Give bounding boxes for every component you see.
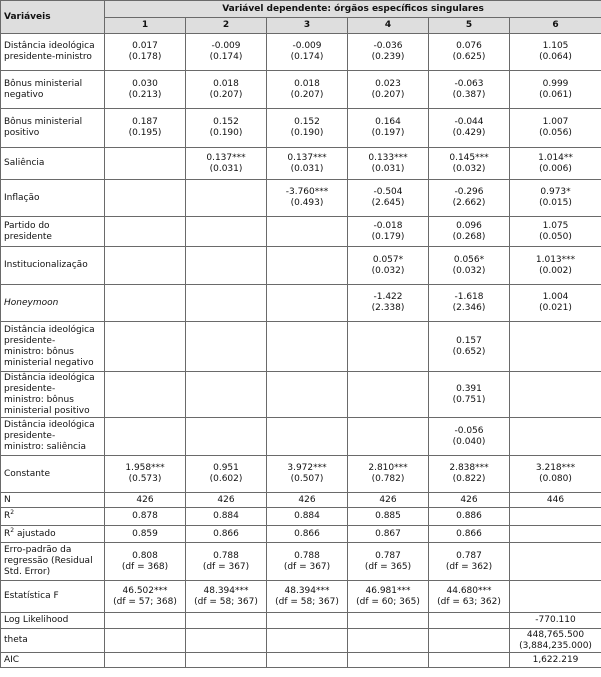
row-label: [1, 109, 105, 148]
table-row: [1, 508, 601, 526]
coefficient-cell: -3.760*** (0.493): [267, 180, 348, 217]
coefficient-cell: 0.999 (0.061): [510, 71, 601, 109]
coefficient-cell: -0.036 (0.239): [348, 34, 429, 71]
row-label: [1, 372, 105, 418]
coefficient-cell: [510, 508, 601, 526]
coefficient-cell: [186, 418, 267, 456]
coefficient-cell: [348, 372, 429, 418]
coefficient-cell: [267, 372, 348, 418]
coefficient-cell: 426: [186, 493, 267, 508]
coefficient-cell: -0.009 (0.174): [186, 34, 267, 71]
model-column-header: 3: [267, 18, 348, 34]
coefficient-cell: [186, 217, 267, 247]
coefficient-cell: 0.145*** (0.032): [429, 148, 510, 180]
coefficient-cell: 1.007 (0.056): [510, 109, 601, 148]
table-row: [1, 613, 601, 629]
coefficient-cell: 0.788 (df = 367): [267, 543, 348, 581]
coefficient-cell: 446: [510, 493, 601, 508]
coefficient-cell: 0.886: [429, 508, 510, 526]
row-label: [1, 629, 105, 653]
row-label: [1, 71, 105, 109]
coefficient-cell: 0.018 (0.207): [186, 71, 267, 109]
model-column-header: 4: [348, 18, 429, 34]
row-label-text: Honeymoon: [4, 297, 59, 308]
coefficient-cell: [348, 322, 429, 372]
row-label: [1, 456, 105, 493]
coefficient-cell: 0.137*** (0.031): [186, 148, 267, 180]
row-label-text: Distância ideológica presidente-ministro: [4, 41, 95, 62]
row-label: [1, 180, 105, 217]
row-label-text: AIC: [4, 654, 20, 665]
row-label-text: Distância ideológica presidente- ministro: saliência: [4, 420, 95, 452]
coefficient-cell: 0.057* (0.032): [348, 247, 429, 285]
coefficient-cell: 0.030 (0.213): [105, 71, 186, 109]
row-label-superscript: 2: [10, 526, 15, 534]
coefficient-cell: 46.502*** (df = 57; 368): [105, 581, 186, 613]
row-label-text: Erro-padrão da regressão (Residual Std. Error): [4, 545, 93, 577]
row-label-text: Distância ideológica presidente- ministro: bônus ministerial negativo: [4, 324, 95, 368]
coefficient-cell: 2.810*** (0.782): [348, 456, 429, 493]
coefficient-cell: 0.096 (0.268): [429, 217, 510, 247]
table-row: [1, 418, 601, 456]
model-column-header: 1: [105, 18, 186, 34]
row-label-suffix: ajustado: [14, 528, 56, 539]
coefficient-cell: [267, 653, 348, 668]
coefficient-cell: [429, 653, 510, 668]
coefficient-cell: [186, 180, 267, 217]
coefficient-cell: 426: [267, 493, 348, 508]
coefficient-cell: 44.680*** (df = 63; 362): [429, 581, 510, 613]
coefficient-cell: 2.838*** (0.822): [429, 456, 510, 493]
table-row: [1, 148, 601, 180]
coefficient-cell: [429, 629, 510, 653]
table-row: [1, 322, 601, 372]
row-label-text: Distância ideológica presidente- ministro: bônus ministerial positivo: [4, 372, 95, 416]
coefficient-cell: [105, 285, 186, 322]
row-label: [1, 285, 105, 322]
coefficient-cell: [510, 526, 601, 543]
row-label-text: theta: [4, 635, 28, 645]
row-label: [1, 526, 105, 543]
table-body: [1, 34, 601, 668]
coefficient-cell: [105, 653, 186, 668]
coefficient-cell: [105, 247, 186, 285]
row-label-text: Inflação: [4, 192, 40, 203]
model-column-header: 2: [186, 18, 267, 34]
coefficient-cell: [348, 653, 429, 668]
table-row: [1, 71, 601, 109]
coefficient-cell: [267, 322, 348, 372]
table-row: [1, 526, 601, 543]
coefficient-cell: -1.618 (2.346): [429, 285, 510, 322]
row-label-text: Log Likelihood: [4, 615, 69, 625]
coefficient-cell: 1.958*** (0.573): [105, 456, 186, 493]
coefficient-cell: [186, 613, 267, 629]
row-label: [1, 581, 105, 613]
coefficient-cell: [186, 285, 267, 322]
coefficient-cell: [348, 629, 429, 653]
row-label: [1, 418, 105, 456]
coefficient-cell: -770.110: [510, 613, 601, 629]
row-label-text: Estatística F: [4, 591, 59, 601]
coefficient-cell: [105, 148, 186, 180]
coefficient-cell: [267, 418, 348, 456]
coefficient-cell: 426: [105, 493, 186, 508]
row-label: [1, 543, 105, 581]
row-label-text: R: [4, 528, 11, 539]
coefficient-cell: 0.018 (0.207): [267, 71, 348, 109]
coefficient-cell: [510, 322, 601, 372]
table-row: [1, 247, 601, 285]
coefficient-cell: 0.885: [348, 508, 429, 526]
coefficient-cell: 0.157 (0.652): [429, 322, 510, 372]
coefficient-cell: -0.504 (2.645): [348, 180, 429, 217]
coefficient-cell: 0.878: [105, 508, 186, 526]
row-label-text: N: [4, 494, 11, 505]
table-row: [1, 34, 601, 71]
row-label-text: Constante: [4, 468, 50, 479]
coefficient-cell: 0.133*** (0.031): [348, 148, 429, 180]
coefficient-cell: [510, 581, 601, 613]
coefficient-cell: -1.422 (2.338): [348, 285, 429, 322]
coefficient-cell: [105, 629, 186, 653]
row-label: [1, 247, 105, 285]
coefficient-cell: [105, 613, 186, 629]
coefficient-cell: [267, 613, 348, 629]
coefficient-cell: 0.866: [267, 526, 348, 543]
coefficient-cell: [105, 180, 186, 217]
row-label: [1, 217, 105, 247]
table-header: [1, 1, 601, 34]
coefficient-cell: 1.004 (0.021): [510, 285, 601, 322]
dependent-variable-header: Variável dependente: órgãos específicos singulares: [105, 1, 601, 18]
coefficient-cell: -0.296 (2.662): [429, 180, 510, 217]
coefficient-cell: 0.076 (0.625): [429, 34, 510, 71]
table-row: [1, 653, 601, 668]
coefficient-cell: 0.152 (0.190): [267, 109, 348, 148]
coefficient-cell: [429, 613, 510, 629]
coefficient-cell: -0.018 (0.179): [348, 217, 429, 247]
row-label: [1, 148, 105, 180]
row-label-text: Saliência: [4, 158, 45, 168]
coefficient-cell: 0.973* (0.015): [510, 180, 601, 217]
coefficient-cell: 0.951 (0.602): [186, 456, 267, 493]
model-column-header: 5: [429, 18, 510, 34]
coefficient-cell: [510, 372, 601, 418]
coefficient-cell: 0.788 (df = 367): [186, 543, 267, 581]
coefficient-cell: 1.105 (0.064): [510, 34, 601, 71]
coefficient-cell: 1.075 (0.050): [510, 217, 601, 247]
row-label: [1, 508, 105, 526]
coefficient-cell: 0.152 (0.190): [186, 109, 267, 148]
row-label-superscript: 2: [10, 509, 15, 516]
coefficient-cell: [348, 613, 429, 629]
coefficient-cell: 48.394*** (df = 58; 367): [186, 581, 267, 613]
table-row: [1, 109, 601, 148]
coefficient-cell: 426: [348, 493, 429, 508]
row-label: [1, 493, 105, 508]
coefficient-cell: [267, 629, 348, 653]
table-row: [1, 456, 601, 493]
coefficient-cell: [267, 247, 348, 285]
coefficient-cell: 0.866: [186, 526, 267, 543]
coefficient-cell: 0.787 (df = 362): [429, 543, 510, 581]
table-row: [1, 543, 601, 581]
row-label: [1, 34, 105, 71]
coefficient-cell: [510, 543, 601, 581]
coefficient-cell: 426: [429, 493, 510, 508]
coefficient-cell: 1,622.219: [510, 653, 601, 668]
coefficient-cell: 46.981*** (df = 60; 365): [348, 581, 429, 613]
coefficient-cell: 0.808 (df = 368): [105, 543, 186, 581]
table-row: [1, 493, 601, 508]
coefficient-cell: 0.137*** (0.031): [267, 148, 348, 180]
coefficient-cell: 0.056* (0.032): [429, 247, 510, 285]
coefficient-cell: -0.063 (0.387): [429, 71, 510, 109]
row-label-text: Bônus ministerial positivo: [4, 117, 83, 138]
model-column-header: 6: [510, 18, 601, 34]
row-label-text: R: [4, 511, 11, 521]
coefficient-cell: 0.859: [105, 526, 186, 543]
row-label-text: Institucionalização: [4, 260, 88, 270]
row-label: [1, 613, 105, 629]
coefficient-cell: [186, 372, 267, 418]
coefficient-cell: [348, 418, 429, 456]
table-row: [1, 581, 601, 613]
row-label: [1, 653, 105, 668]
coefficient-cell: 0.787 (df = 365): [348, 543, 429, 581]
coefficient-cell: -0.009 (0.174): [267, 34, 348, 71]
row-label-text: Partido do presidente: [4, 220, 52, 242]
coefficient-cell: [105, 322, 186, 372]
variables-header: Variáveis: [1, 1, 105, 34]
coefficient-cell: [267, 285, 348, 322]
coefficient-cell: [105, 372, 186, 418]
coefficient-cell: 0.017 (0.178): [105, 34, 186, 71]
table-row: [1, 180, 601, 217]
row-label: [1, 322, 105, 372]
coefficient-cell: -0.056 (0.040): [429, 418, 510, 456]
coefficient-cell: 0.884: [186, 508, 267, 526]
coefficient-cell: [186, 322, 267, 372]
coefficient-cell: 1.014** (0.006): [510, 148, 601, 180]
coefficient-cell: [105, 418, 186, 456]
coefficient-cell: 0.023 (0.207): [348, 71, 429, 109]
coefficient-cell: 448,765.500 (3,884,235.000): [510, 629, 601, 653]
table-row: [1, 372, 601, 418]
coefficient-cell: [186, 653, 267, 668]
coefficient-cell: [267, 217, 348, 247]
coefficient-cell: 1.013*** (0.002): [510, 247, 601, 285]
coefficient-cell: 0.884: [267, 508, 348, 526]
coefficient-cell: [510, 418, 601, 456]
coefficient-cell: 0.164 (0.197): [348, 109, 429, 148]
coefficient-cell: 48.394*** (df = 58; 367): [267, 581, 348, 613]
coefficient-cell: [186, 629, 267, 653]
coefficient-cell: 0.867: [348, 526, 429, 543]
coefficient-cell: 3.218*** (0.080): [510, 456, 601, 493]
table-row: [1, 217, 601, 247]
coefficient-cell: 0.866: [429, 526, 510, 543]
table-row: [1, 629, 601, 653]
table-row: [1, 285, 601, 322]
coefficient-cell: 0.391 (0.751): [429, 372, 510, 418]
coefficient-cell: 0.187 (0.195): [105, 109, 186, 148]
coefficient-cell: [105, 217, 186, 247]
coefficient-cell: [186, 247, 267, 285]
coefficient-cell: 3.972*** (0.507): [267, 456, 348, 493]
row-label-text: Bônus ministerial negativo: [4, 78, 83, 100]
coefficient-cell: -0.044 (0.429): [429, 109, 510, 148]
